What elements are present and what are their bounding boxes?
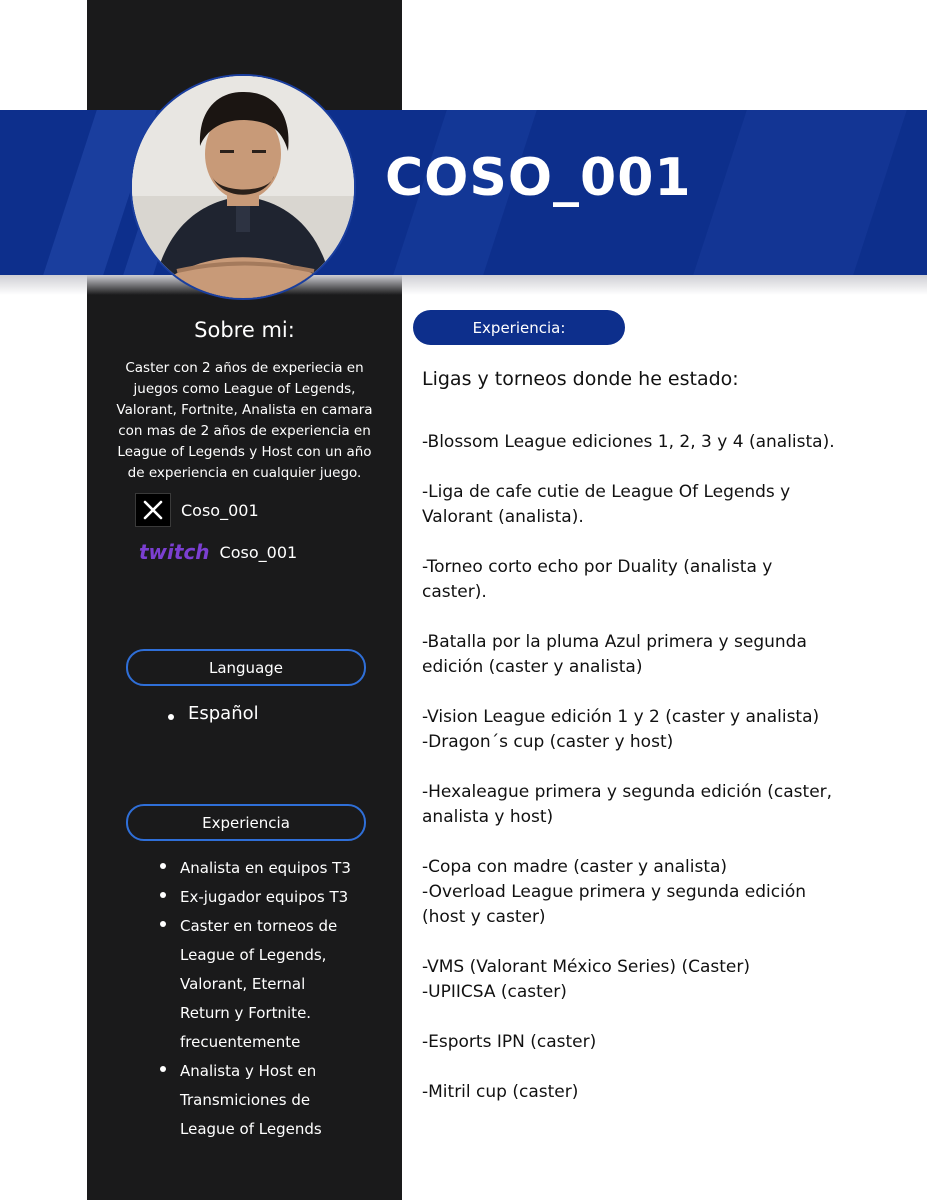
leagues-list-item: -Hexaleague primera y segunda edición (caster, analista y host): [422, 782, 833, 827]
leagues-list-item: -VMS (Valorant México Series) (Caster): [422, 957, 750, 977]
twitch-logo-icon: twitch: [139, 540, 210, 564]
avatar: [132, 76, 354, 298]
about-text: Caster con 2 años de experiecia en juegos como League of Legends, Valorant, Fortnite, Analista en camara con mas de 2 años de experiencia en League of Legends y Host con un año de experiencia en cualquier juego.: [116, 360, 373, 481]
leagues-list-item: -Esports IPN (caster): [422, 1032, 597, 1052]
experience-side-label: Experiencia: [202, 813, 290, 832]
leagues-list-item: -Copa con madre (caster y analista): [422, 857, 728, 877]
leagues-list-item: -UPIICSA (caster): [422, 982, 567, 1002]
banner-shadow: [0, 275, 927, 295]
leagues-list: [422, 430, 842, 1105]
experience-main-label: Experiencia:: [472, 318, 566, 337]
leagues-list-item: -Liga de cafe cutie de League Of Legends y Valorant (analista).: [422, 482, 791, 527]
experience-main-pill: [413, 310, 625, 345]
experience-side-list: [160, 854, 355, 1144]
list-item: Ex-jugador equipos T3: [160, 883, 355, 912]
list-item: Analista y Host en Transmiciones de League of Legends: [160, 1057, 355, 1144]
leagues-list-item: -Mitril cup (caster): [422, 1082, 579, 1102]
leagues-list-spacer: [422, 680, 842, 705]
leagues-list-spacer: [422, 830, 842, 855]
list-item: Analista en equipos T3: [160, 854, 355, 883]
leagues-heading: Ligas y torneos donde he estado:: [422, 368, 739, 390]
twitch-social-link[interactable]: [139, 540, 297, 564]
leagues-list-item: -Overload League primera y segunda edición (host y caster): [422, 882, 806, 927]
twitch-handle: Coso_001: [219, 542, 298, 562]
about-title: Sobre mi:: [194, 318, 295, 342]
leagues-list-item: -Blossom League ediciones 1, 2, 3 y 4 (analista).: [422, 432, 835, 452]
x-logo-icon: [135, 493, 171, 527]
experience-side-pill: [126, 804, 366, 841]
list-item: Español: [168, 703, 259, 724]
leagues-list-spacer: [422, 1005, 842, 1030]
leagues-list-item: -Dragon´s cup (caster y host): [422, 732, 674, 752]
leagues-list-item: -Torneo corto echo por Duality (analista y caster).: [422, 557, 773, 602]
leagues-list-spacer: [422, 530, 842, 555]
language-list: [168, 703, 259, 724]
language-pill: [126, 649, 366, 686]
leagues-list-spacer: [422, 930, 842, 955]
banner-stripe: [693, 110, 907, 275]
avatar-photo: [132, 76, 354, 298]
leagues-list-spacer: [422, 755, 842, 780]
leagues-list-spacer: [422, 605, 842, 630]
profile-name: COSO_001: [385, 148, 692, 208]
list-item: Caster en torneos de League of Legends, Valorant, Eternal Return y Fortnite. frecuentemente: [160, 912, 355, 1057]
leagues-list-item: -Batalla por la pluma Azul primera y segunda edición (caster y analista): [422, 632, 807, 677]
leagues-list-item: -Vision League edición 1 y 2 (caster y analista): [422, 707, 820, 727]
x-social-link[interactable]: [135, 493, 259, 527]
x-handle: Coso_001: [181, 500, 259, 520]
leagues-list-spacer: [422, 455, 842, 480]
leagues-list-spacer: [422, 1055, 842, 1080]
language-label: Language: [208, 658, 284, 677]
